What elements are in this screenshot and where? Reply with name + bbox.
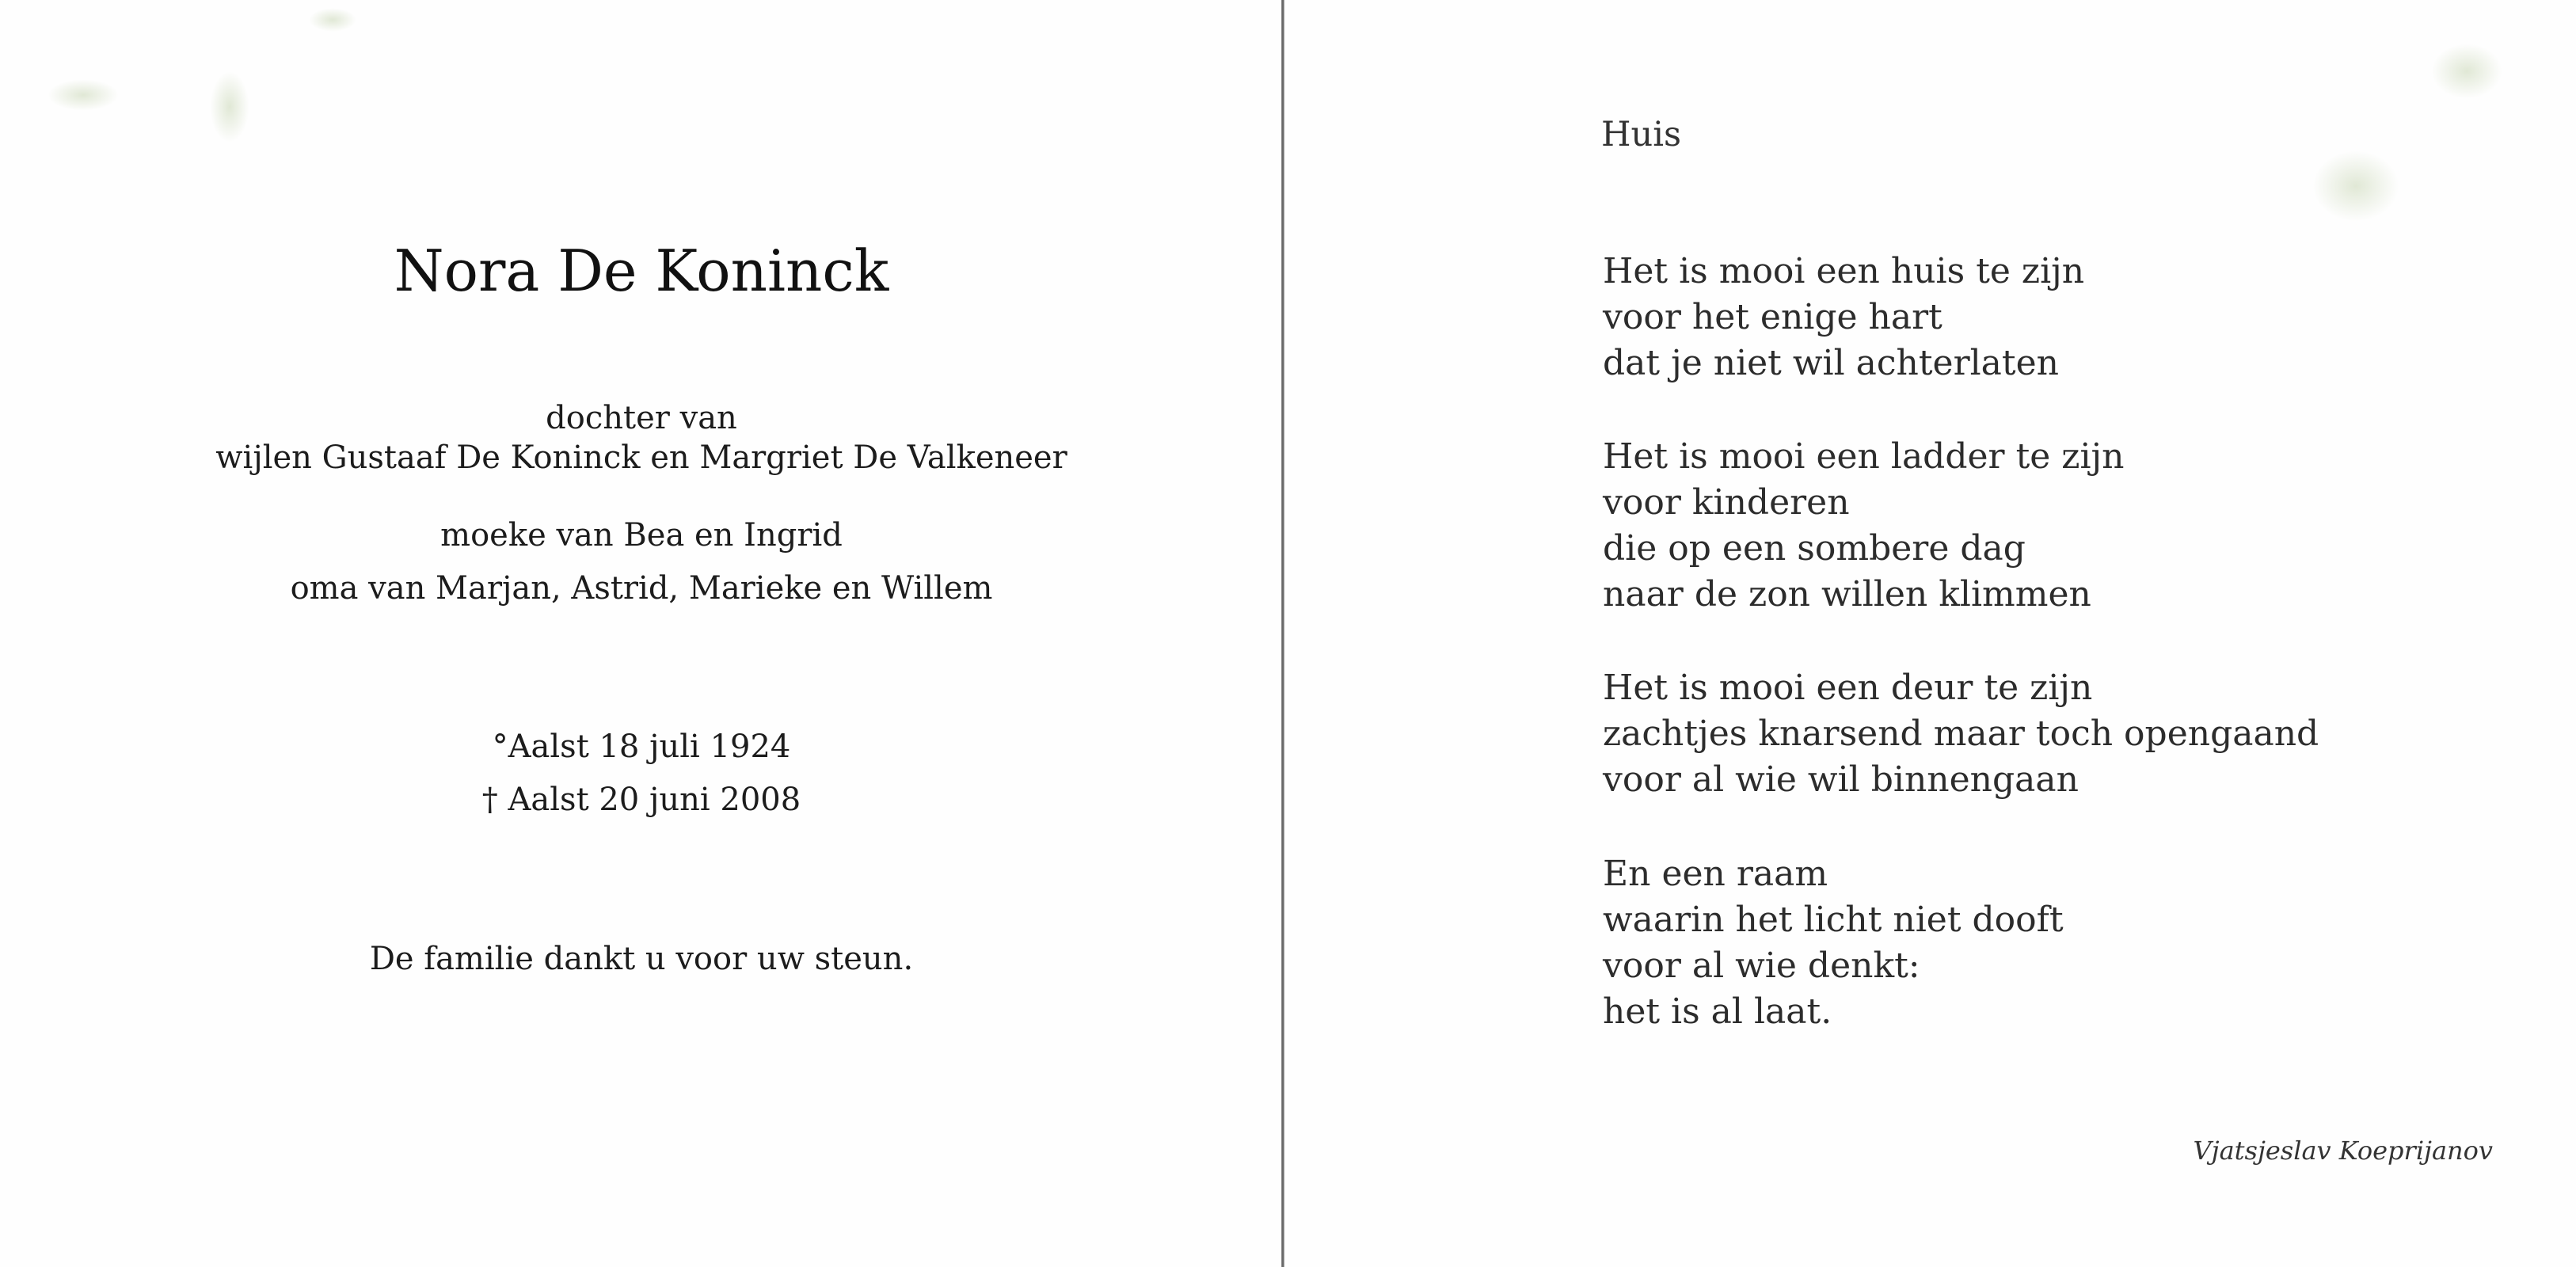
paper-stain xyxy=(309,8,356,32)
poem-line: voor al wie denkt: xyxy=(1603,945,1920,986)
thanks-block xyxy=(0,939,1283,979)
birth-date: °Aalst 18 juli 1924 xyxy=(492,729,791,765)
poem-line: Het is mooi een deur te zijn xyxy=(1603,668,2093,708)
paper-stain xyxy=(2312,150,2399,222)
poem-stanza-2 xyxy=(1603,434,2125,618)
children-text: moeke van Bea en Ingrid xyxy=(440,517,843,554)
death-date: † Aalst 20 juni 2008 xyxy=(481,782,801,818)
poem-stanza-3 xyxy=(1603,665,2319,803)
family-block xyxy=(0,516,1283,608)
poem-line: Het is mooi een huis te zijn xyxy=(1603,251,2085,291)
parents-block xyxy=(0,398,1283,478)
dates-block xyxy=(0,727,1283,820)
poem-stanza-1 xyxy=(1603,249,2084,386)
card-fold xyxy=(1281,0,1284,1267)
grandchildren-text: oma van Marjan, Astrid, Marieke en Willem xyxy=(290,570,993,607)
paper-stain xyxy=(48,79,119,111)
left-page xyxy=(0,0,1283,1267)
poem-line: Het is mooi een ladder te zijn xyxy=(1603,436,2125,477)
poem-line: dat je niet wil achterlaten xyxy=(1603,343,2059,383)
poem-line: naar de zon willen klimmen xyxy=(1603,574,2091,614)
poem-title: Huis xyxy=(1601,115,1682,154)
poem-author: Vjatsjeslav Koeprijanov xyxy=(2193,1136,2493,1166)
poem-line: zachtjes knarsend maar toch opengaand xyxy=(1603,713,2319,754)
poem-line: voor het enige hart xyxy=(1603,297,1942,337)
parents-text: wijlen Gustaaf De Koninck en Margriet De Valkeneer xyxy=(215,439,1067,476)
poem-line: voor kinderen xyxy=(1603,482,1850,523)
poem-line: waarin het licht niet dooft xyxy=(1603,900,2064,940)
poem-line: het is al laat. xyxy=(1603,991,1832,1032)
thanks-text: De familie dankt u voor uw steun. xyxy=(369,941,914,977)
deceased-name: Nora De Koninck xyxy=(394,238,889,304)
paper-stain xyxy=(210,71,249,143)
parents-intro: dochter van xyxy=(546,400,737,436)
poem-line: En een raam xyxy=(1603,854,1828,894)
poem-stanza-4 xyxy=(1603,851,2064,1035)
poem-line: die op een sombere dag xyxy=(1603,528,2026,569)
paper-stain xyxy=(2431,44,2502,99)
poem-line: voor al wie wil binnengaan xyxy=(1603,759,2079,800)
